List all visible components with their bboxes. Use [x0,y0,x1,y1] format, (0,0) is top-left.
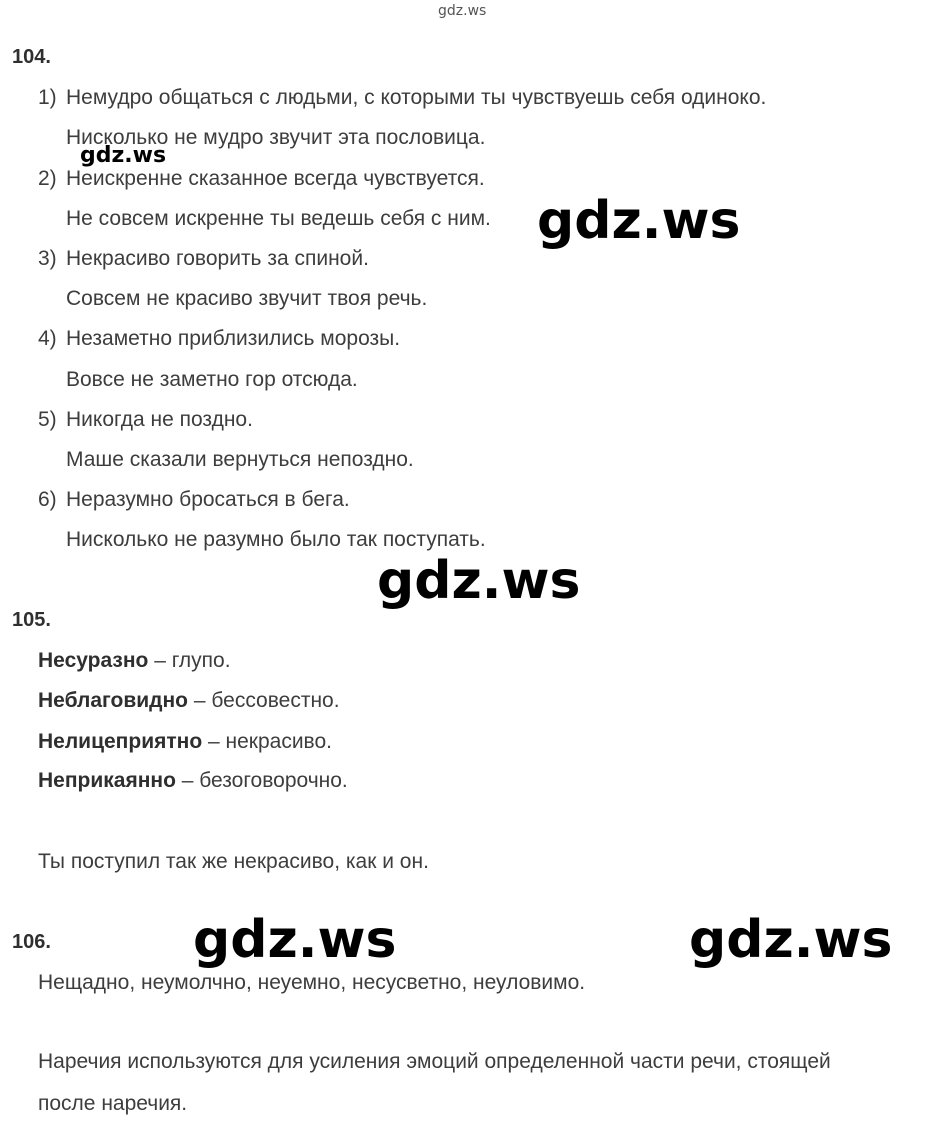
watermark-large-3: gdz.ws [193,910,397,970]
watermark-large-2: gdz.ws [377,551,581,611]
ex105-term: Нелицеприятно [38,730,203,753]
ex104-item-1-sentence-b: Нисколько не мудро звучит эта пословица. [66,126,486,149]
ex105-term: Неблаговидно [38,689,188,712]
watermark-small: gdz.ws [80,143,167,168]
ex104-item-1-sentence-a: Немудро общаться с людьми, с которыми ты чувствуешь себя одиноко. [66,86,767,109]
ex104-item-2-num: 2) [38,167,57,190]
ex105-pair-1 [38,648,231,674]
ex104-item-2-sentence-a: Неискренне сказанное всегда чувствуется. [66,167,485,190]
ex105-definition: – глупо. [148,649,231,672]
ex104-item-6-sentence-b: Нисколько не разумно было так поступать. [66,528,486,551]
ex105-pair-4 [38,768,348,794]
ex105-sentence: Ты поступил так же некрасиво, как и он. [38,850,429,873]
ex104-item-3-sentence-b: Совсем не красиво звучит твоя речь. [66,287,428,310]
ex104-item-6-num: 6) [38,488,57,511]
ex104-item-3-sentence-a: Некрасиво говорить за спиной. [66,247,369,270]
ex104-item-2-sentence-b: Не совсем искренне ты ведешь себя с ним. [66,207,491,230]
ex104-item-5-sentence-b: Маше сказали вернуться непоздно. [66,448,414,471]
ex105-definition: – некрасиво. [202,730,332,753]
ex104-item-5-num: 5) [38,408,57,431]
ex106-text-line-2: после наречия. [38,1092,188,1115]
watermark-top: gdz.ws [438,3,487,19]
ex105-pair-3 [38,729,332,755]
ex105-definition: – безоговорочно. [175,769,348,792]
ex105-pair-2 [38,688,340,714]
ex106-text-line-1: Наречия используются для усиления эмоций определенной части речи, стоящей [38,1050,831,1073]
exercise-105-number: 105. [12,609,51,631]
ex104-item-4-num: 4) [38,327,57,350]
ex104-item-1-num: 1) [38,86,57,109]
watermark-large-1: gdz.ws [537,191,741,251]
ex104-item-6-sentence-a: Неразумно бросаться в бега. [66,488,350,511]
ex104-item-4-sentence-b: Вовсе не заметно гор отсюда. [66,368,358,391]
ex105-definition: – бессовестно. [188,689,340,712]
exercise-104-number: 104. [12,46,51,68]
watermark-large-4: gdz.ws [689,910,893,970]
ex104-item-3-num: 3) [38,247,57,270]
ex104-item-4-sentence-a: Незаметно приблизились морозы. [66,327,401,350]
ex105-term: Неприкаянно [38,769,176,792]
ex104-item-5-sentence-a: Никогда не поздно. [66,408,253,431]
exercise-106-number: 106. [12,931,51,953]
ex105-term: Несуразно [38,649,149,672]
ex106-adverb-list: Нещадно, неумолчно, неуемно, несусветно, неуловимо. [38,971,586,994]
